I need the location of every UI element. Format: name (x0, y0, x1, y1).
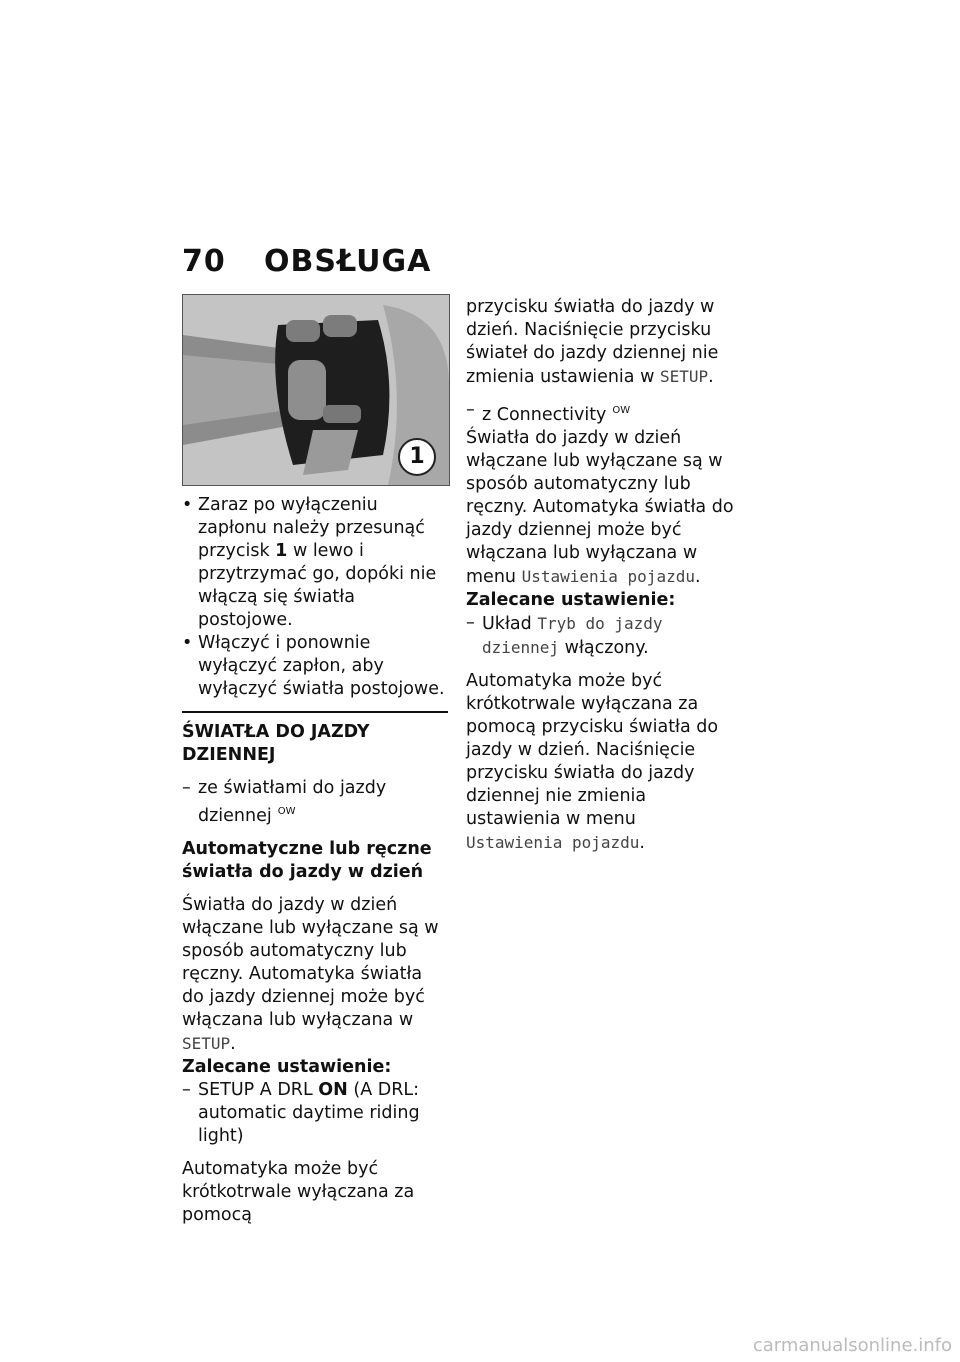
section-divider (182, 711, 448, 713)
recommended-label: Zalecane ustawienie: (466, 589, 676, 610)
paragraph: Automatyka może być krótkotrwale wyłączana za pomocą przycisku światła do jazdy w dzień. Naciśnięcie przycisku światła do jazdy dziennej nie zmienia ustawienia w menu Ustawienia pojazdu. (466, 670, 719, 853)
paragraph: Światła do jazdy w dzień włączane lub wyłączane są w sposób automatyczny lub ręczny. Automatyka światła do jazdy dziennej może być włączana lub wyłączana w SETUP. (182, 894, 439, 1054)
paragraph: Światła do jazdy w dzień włączane lub wyłączane są w sposób automatyczny lub ręczny. Automatyka światła do jazdy dziennej może być włączana lub wyłączana w menu Ustawienia pojazdu. (466, 427, 734, 587)
subheading: Automatyczne lub ręczne światła do jazdy w dzień (182, 838, 432, 882)
callout-marker: 1 (398, 438, 436, 476)
ow-badge: OW (612, 405, 631, 416)
right-column (466, 296, 734, 855)
bullet-item: • Włączyć i ponownie wyłączyć zapłon, aby wyłączyć światła postojowe. (182, 632, 448, 701)
dash-item: – z Connectivity $^{OW}$ (466, 399, 734, 427)
watermark: carmanualsonline.info (752, 1335, 952, 1356)
dash-item: – ze światłami do jazdy dziennej $^{OW}$ (182, 777, 448, 828)
section-heading: ŚWIATŁA DO JAZDY DZIENNEJ (182, 722, 370, 765)
page-title: OBSŁUGA (264, 244, 432, 279)
left-column (182, 294, 448, 1227)
page-header (182, 244, 431, 279)
ow-badge: OW (277, 806, 296, 817)
recommended-label: Zalecane ustawienie: (182, 1056, 392, 1077)
dash-item: – Układ Tryb do jazdy dziennej włączony. (466, 612, 734, 660)
dash-item: – SETUP A DRL ON (A DRL: automatic daytime riding light) (182, 1079, 448, 1148)
paragraph: Automatyka może być krótkotrwale wyłączana za pomocą (182, 1158, 415, 1225)
paragraph: przycisku światła do jazdy w dzień. Naciśnięcie przycisku świateł do jazdy dziennej nie zmienia ustawienia w SETUP. (466, 297, 719, 387)
bullet-item: • Zaraz po wyłączeniu zapłonu należy przesunąć przycisk 1 w lewo i przytrzymać go, dopóki nie włączą się światła postojowe. (182, 494, 448, 632)
page-number: 70 (182, 244, 226, 279)
